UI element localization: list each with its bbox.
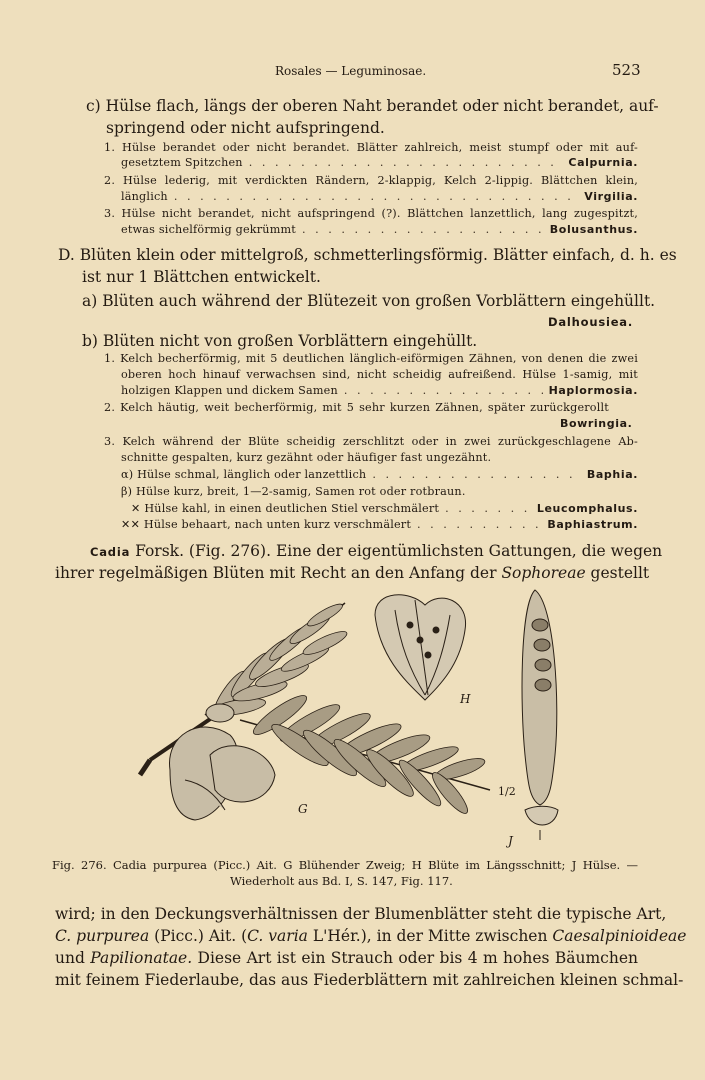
pod-illustration-j (522, 590, 558, 840)
leader-dots (372, 468, 581, 481)
closing-line3 (55, 949, 638, 967)
beta-line: β) Hülse kurz, breit, 1—2-samig, Samen rot oder rotbraun. (121, 485, 466, 498)
closing-papilionatae: Papilionatae. (90, 949, 193, 967)
x2-text: ✕✕ Hülse behaart, nach unten kurz verschmälert (121, 518, 412, 531)
genus-baphia: Baphia. (586, 468, 638, 481)
cadia-line1 (90, 542, 663, 560)
closing-line2-mid2: L'Hér.), in der Mitte zwischen (307, 927, 553, 945)
leader-dots (417, 518, 541, 531)
genus-haplormosia: Haplormosia. (548, 384, 638, 397)
b1-line2: oberen hoch hinauf verwachsen sind, nicht scheidig aufreißend. Hülse 1-samig, mit (121, 368, 638, 381)
closing-line1: wird; in den Deckungsverhältnissen der Blumenblätter steht die typische Art, (55, 905, 667, 923)
genus-leucomphalus: Leucomphalus. (536, 502, 638, 515)
flower-section-h (375, 595, 466, 700)
genus-dalhousiea: Dalhousiea. (548, 315, 634, 329)
closing-caesalpinioideae: Caesalpinioideae (552, 927, 687, 945)
section-c-line1: c) Hülse flach, längs der oberen Naht berandet oder nicht berandet, auf- (86, 97, 659, 115)
closing-line2-mid: (Picc.) Ait. ( (149, 927, 248, 945)
x2-line (121, 518, 638, 531)
c-item1-text: gesetztem Spitzchen (121, 156, 243, 169)
genus-bolusanthus: Bolusanthus. (549, 223, 638, 236)
leader-dots (249, 156, 563, 169)
section-d-line2: ist nur 1 Blättchen entwickelt. (82, 268, 321, 286)
b3-line1: 3. Kelch während der Blüte scheidig zerschlitzt oder in zwei zurückgeschlagene Ab- (104, 435, 638, 448)
genus-baphiastrum: Baphiastrum. (547, 518, 638, 531)
b1-line1: 1. Kelch becherförmig, mit 5 deutlichen länglich-eiförmigen Zähnen, von denen die zwei (104, 352, 638, 365)
section-d-a-line: a) Blüten auch während der Blütezeit von großen Vorblättern eingehüllt. (82, 292, 656, 310)
alpha-text: α) Hülse schmal, länglich oder lanzettlich (121, 468, 367, 481)
cadia-line1-rest: Forsk. (Fig. 276). Eine der eigentümlichsten Gattungen, die wegen (130, 542, 663, 560)
x1-line (131, 502, 638, 515)
c-item2-line2 (121, 190, 638, 203)
closing-c-purpurea: C. purpurea (55, 927, 150, 945)
leader-dots (174, 190, 578, 203)
cadia-line2-end: gestellt (585, 564, 650, 582)
leader-dots (344, 384, 543, 397)
c-item3-line1: 3. Hülse nicht berandet, nicht aufspringend (?). Blättchen lanzettlich, lang zugespitzt, (104, 207, 638, 220)
cadia-line2 (55, 564, 650, 582)
leader-dots (302, 223, 544, 236)
figure-caption-line1: Fig. 276. Cadia purpurea (Picc.) Ait. G Blühender Zweig; H Blüte im Längsschnitt; J Hülse. — (52, 858, 638, 872)
closing-line3-start: und (55, 949, 91, 967)
cadia-genus: Cadia (90, 545, 131, 559)
figure-caption-line2: Wiederholt aus Bd. I, S. 147, Fig. 117. (230, 874, 453, 888)
page-number: 523 (612, 61, 641, 79)
closing-c-varia: C. varia (247, 927, 308, 945)
c-item1-line1: 1. Hülse berandet oder nicht berandet. Blätter zahlreich, meist stumpf oder mit auf- (104, 141, 638, 154)
c-item3-text: etwas sichelförmig gekrümmt (121, 223, 297, 236)
genus-calpurnia: Calpurnia. (568, 156, 638, 169)
b1-line3 (121, 384, 638, 397)
cadia-sophoreae: Sophoreae (501, 564, 586, 582)
closing-line3-rest: Diese Art ist ein Strauch oder bis 4 m hohes Bäumchen (192, 949, 638, 967)
section-d-line1: D. Blüten klein oder mittelgroß, schmetterlingsförmig. Blätter einfach, d. h. es (58, 246, 677, 264)
section-d-b-line: b) Blüten nicht von großen Vorblättern eingehüllt. (82, 332, 478, 350)
section-c-line2: springend oder nicht aufspringend. (106, 119, 385, 137)
figure-scale-label: 1/2 (498, 785, 516, 798)
genus-virgilia: Virgilia. (584, 190, 638, 203)
genus-bowringia: Bowringia. (560, 417, 633, 430)
c-item1-line2 (121, 156, 638, 169)
b1-text: holzigen Klappen und dickem Samen (121, 384, 338, 397)
leader-dots (445, 502, 531, 515)
alpha-line (121, 468, 638, 481)
c-item3-line2 (121, 223, 638, 236)
x1-text: ✕ Hülse kahl, in einen deutlichen Stiel verschmälert (131, 502, 440, 515)
c-item2-text: länglich (121, 190, 168, 203)
botanical-figure (110, 585, 640, 855)
figure-label-h: H (460, 692, 471, 706)
b3-line2: schnitte gespalten, kurz gezähnt oder häufiger fast ungezähnt. (121, 451, 492, 464)
figure-label-g: G (298, 802, 308, 816)
cadia-line2-start: ihrer regelmäßigen Blüten mit Recht an den Anfang der (55, 564, 502, 582)
running-head: Rosales — Leguminosae. (275, 64, 427, 78)
closing-line2 (55, 927, 687, 945)
b2-line1: 2. Kelch häutig, weit becherförmig, mit 5 sehr kurzen Zähnen, später zurückgerollt (104, 401, 609, 414)
figure-label-j: J (508, 834, 513, 848)
closing-line4: mit feinem Fiederlaube, das aus Fiederblättern mit zahlreichen kleinen schmal- (55, 971, 684, 989)
c-item2-line1: 2. Hülse lederig, mit verdickten Rändern, 2-klappig, Kelch 2-lippig. Blättchen klein, (104, 174, 638, 187)
